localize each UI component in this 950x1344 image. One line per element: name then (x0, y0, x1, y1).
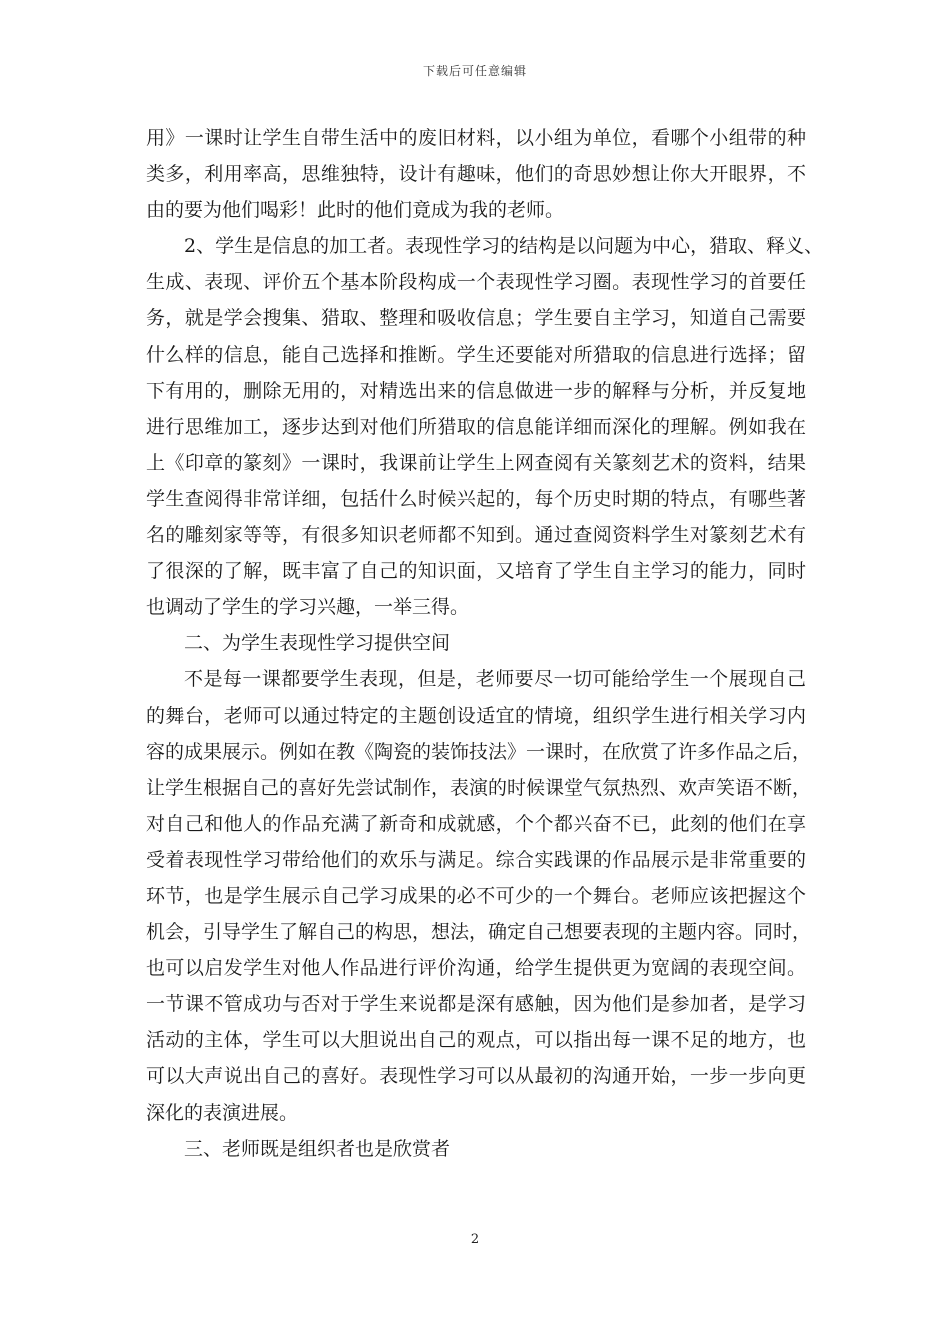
page-number: 2 (470, 1232, 480, 1247)
text-line: 也调动了学生的学习兴趣，一举三得。 (146, 596, 470, 619)
text-line: 一节课不管成功与否对于学生来说都是深有感触，因为他们是参加者，是学习 (146, 993, 806, 1016)
text-line: 机会，引导学生了解自己的构思，想法，确定自己想要表现的主题内容。同时， (146, 921, 812, 944)
text-line: 务，就是学会搜集、猎取、整理和吸收信息；学生要自主学习，知道自己需要 (146, 307, 806, 330)
text-line: 容的成果展示。例如在教《陶瓷的装饰技法》一课时，在欣赏了许多作品之后， (146, 740, 812, 763)
text-line: 受着表现性学习带给他们的欢乐与满足。综合实践课的作品展示是非常重要的 (146, 848, 806, 871)
text-line: 进行思维加工，逐步达到对他们所猎取的信息能详细而深化的理解。例如我在 (146, 415, 806, 438)
text-line: 对自己和他人的作品充满了新奇和成就感，个个都兴奋不已，此刻的他们在享 (146, 812, 806, 835)
text-line: 可以大声说出自己的喜好。表现性学习可以从最初的沟通开始，一步一步向更 (146, 1065, 806, 1088)
paragraph-first-line: 2、学生是信息的加工者。表现性学习的结构是以问题为中心，猎取、释义、 (184, 235, 824, 258)
text-line: 用》一课时让学生自带生活中的废旧材料，以小组为单位，看哪个小组带的种 (146, 127, 806, 149)
text-line: 的舞台，老师可以通过特定的主题创设适宜的情境，组织学生进行相关学习内 (146, 704, 806, 727)
text-line: 什么样的信息，能自己选择和推断。学生还要能对所猎取的信息进行选择；留 (146, 343, 806, 366)
text-line: 学生查阅得非常详细，包括什么时候兴起的，每个历史时期的特点，有哪些著 (146, 487, 806, 510)
text-line: 也可以启发学生对他人作品进行评价沟通，给学生提供更为宽阔的表现空间。 (146, 957, 806, 980)
text-line: 由的要为他们喝彩！此时的他们竟成为我的老师。 (146, 199, 565, 222)
paragraph-first-line: 不是每一课都要学生表现，但是，老师要尽一切可能给学生一个展现自己 (184, 668, 806, 691)
page-header: 下载后可任意编辑 (422, 64, 527, 78)
section-heading: 二、为学生表现性学习提供空间 (184, 632, 451, 655)
text-line: 环节，也是学生展示自己学习成果的必不可少的一个舞台。老师应该把握这个 (146, 884, 806, 907)
text-line: 活动的主体，学生可以大胆说出自己的观点，可以指出每一课不足的地方，也 (146, 1029, 806, 1052)
text-line: 了很深的了解，既丰富了自己的知识面，又培育了学生自主学习的能力，同时 (146, 560, 806, 583)
document-body (146, 120, 824, 1167)
text-line: 让学生根据自己的喜好先尝试制作，表演的时候课堂气氛热烈、欢声笑语不断， (146, 776, 812, 799)
text-line: 上《印章的篆刻》一课时，我课前让学生上网查阅有关篆刻艺术的资料，结果 (146, 451, 806, 474)
text-line: 深化的表演进展。 (146, 1101, 299, 1124)
text-line: 下有用的，删除无用的，对精选出来的信息做进一步的解释与分析，并反复地 (146, 379, 806, 402)
text-line: 名的雕刻家等等，有很多知识老师都不知到。通过查阅资料学生对篆刻艺术有 (146, 524, 806, 547)
section-heading: 三、老师既是组织者也是欣赏者 (184, 1137, 451, 1160)
text-line: 类多，利用率高，思维独特，设计有趣味，他们的奇思妙想让你大开眼界，不 (146, 163, 806, 186)
text-line: 生成、表现、评价五个基本阶段构成一个表现性学习圈。表现性学习的首要任 (146, 271, 806, 294)
